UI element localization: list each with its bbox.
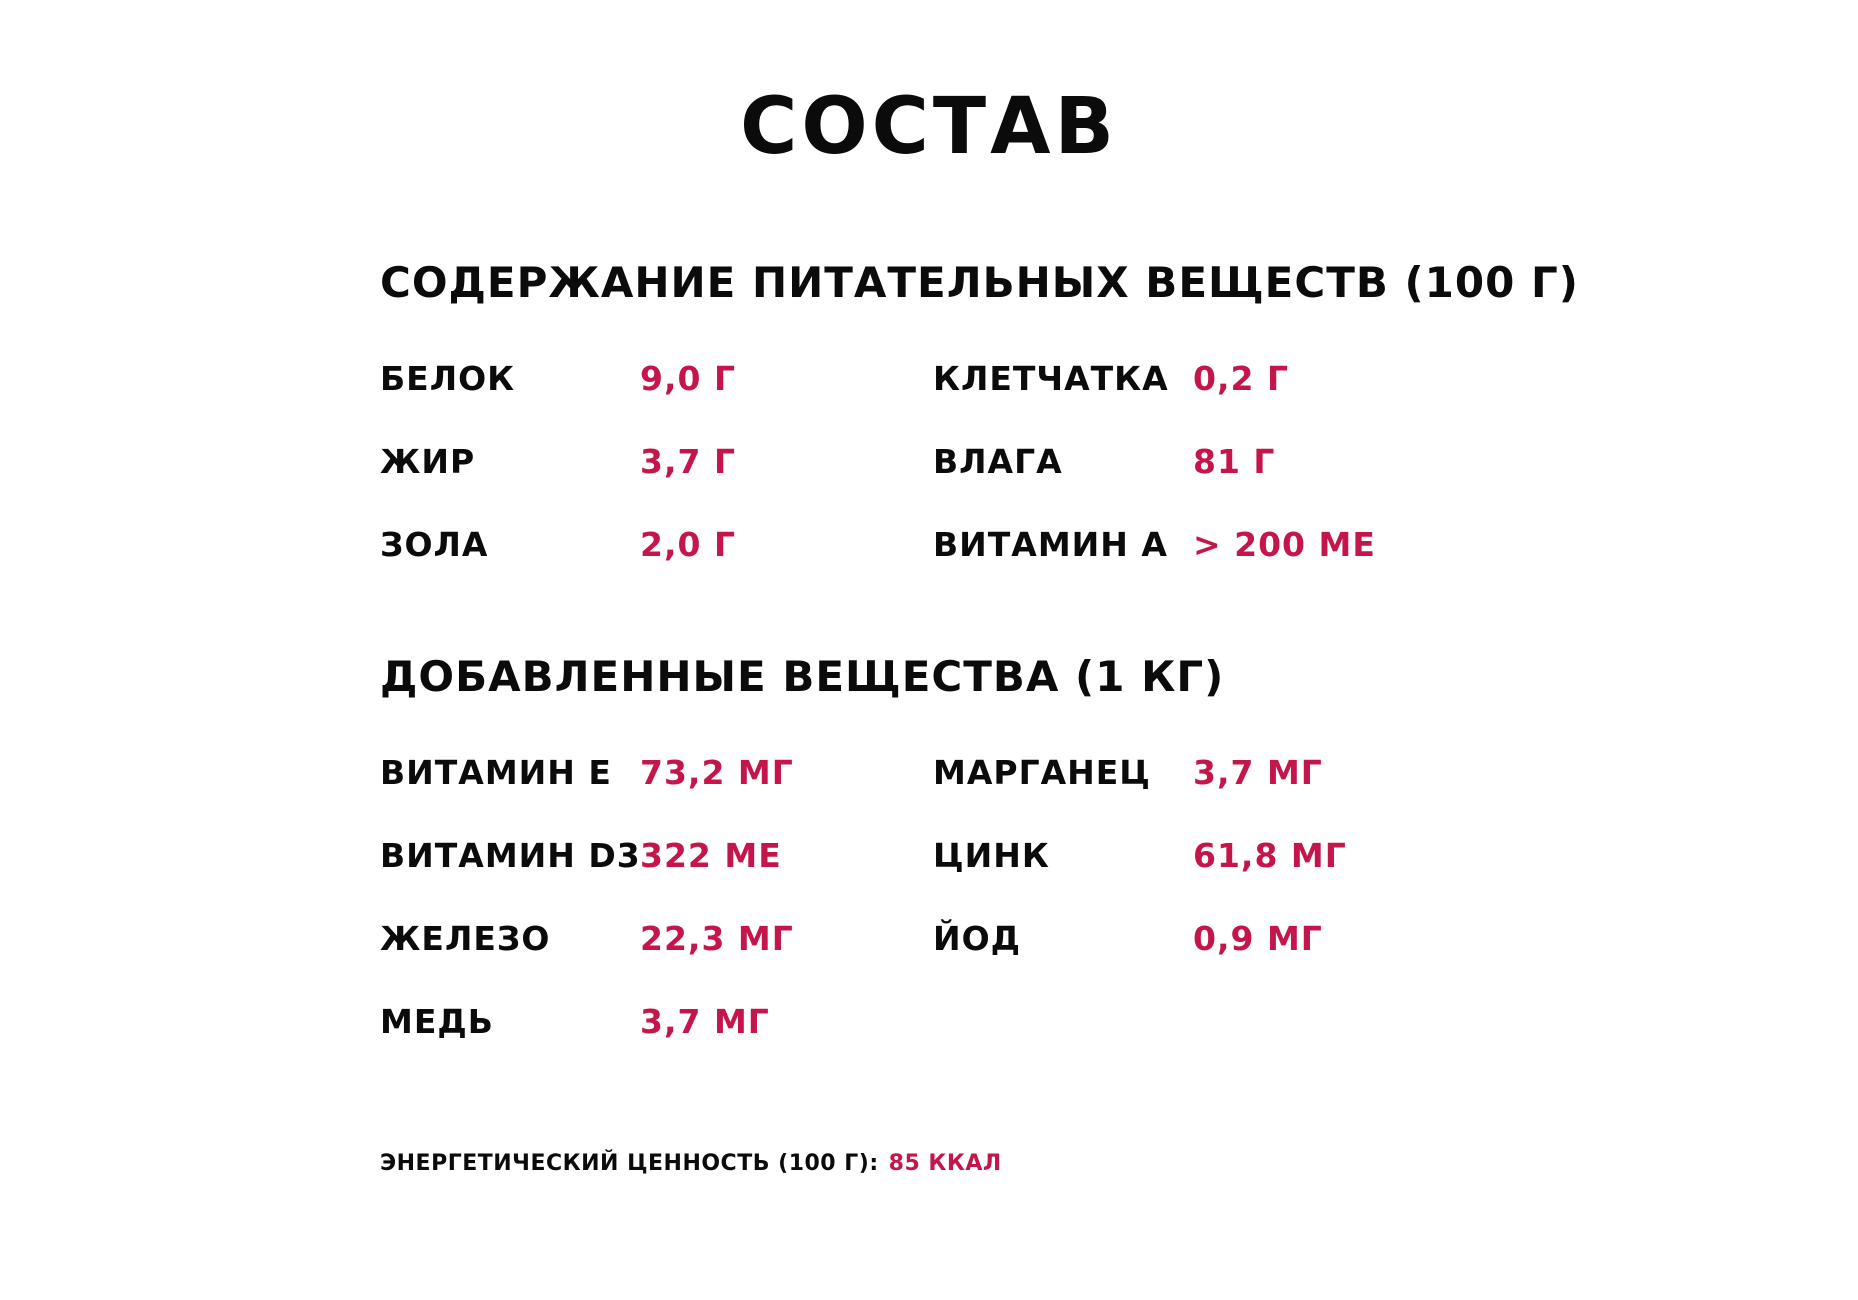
nutrient-label: ЗОЛА <box>380 525 489 564</box>
additive-label: ЙОД <box>933 919 1022 958</box>
additive-row <box>380 753 1580 839</box>
energy-value-line <box>380 1151 1002 1176</box>
additive-label: ЖЕЛЕЗО <box>380 919 551 958</box>
additive-label: МЕДЬ <box>380 1002 494 1041</box>
nutrient-value: 0,2 Г <box>1193 359 1289 398</box>
nutrient-row <box>380 442 1580 528</box>
nutrients-grid <box>380 359 1580 611</box>
additive-row <box>380 836 1580 922</box>
additive-row <box>380 919 1580 1005</box>
nutrient-label: ВИТАМИН А <box>933 525 1168 564</box>
nutrients-heading: СОДЕРЖАНИЕ ПИТАТЕЛЬНЫХ ВЕЩЕСТВ (100 Г) <box>380 258 1579 307</box>
additive-value: 0,9 МГ <box>1193 919 1323 958</box>
nutrient-value: > 200 МЕ <box>1193 525 1376 564</box>
additive-label: ЦИНК <box>933 836 1050 875</box>
nutrient-row <box>380 359 1580 445</box>
nutrient-value: 9,0 Г <box>640 359 736 398</box>
additive-value: 3,7 МГ <box>1193 753 1323 792</box>
nutrient-row <box>380 525 1580 611</box>
additive-row <box>380 1002 1580 1088</box>
additive-label: ВИТАМИН D3 <box>380 836 641 875</box>
additive-value: 73,2 МГ <box>640 753 794 792</box>
additive-value: 22,3 МГ <box>640 919 794 958</box>
additives-grid <box>380 753 1580 1088</box>
nutrient-value: 3,7 Г <box>640 442 736 481</box>
additives-section <box>380 652 1580 1088</box>
page-title: СОСТАВ <box>740 82 1118 172</box>
additive-label: МАРГАНЕЦ <box>933 753 1151 792</box>
additive-value: 3,7 МГ <box>640 1002 770 1041</box>
nutrients-section <box>380 258 1580 611</box>
energy-value: 85 ККАЛ <box>888 1151 1002 1176</box>
nutrient-value: 2,0 Г <box>640 525 736 564</box>
energy-label: ЭНЕРГЕТИЧЕСКИЙ ЦЕННОСТЬ (100 Г): <box>380 1151 879 1176</box>
additives-heading: ДОБАВЛЕННЫЕ ВЕЩЕСТВА (1 КГ) <box>380 652 1225 701</box>
nutrient-value: 81 Г <box>1193 442 1276 481</box>
additive-label: ВИТАМИН Е <box>380 753 612 792</box>
additive-value: 322 МЕ <box>640 836 782 875</box>
nutrient-label: КЛЕТЧАТКА <box>933 359 1169 398</box>
nutrient-label: ВЛАГА <box>933 442 1063 481</box>
nutrient-label: ЖИР <box>380 442 476 481</box>
nutrient-label: БЕЛОК <box>380 359 516 398</box>
additive-value: 61,8 МГ <box>1193 836 1347 875</box>
